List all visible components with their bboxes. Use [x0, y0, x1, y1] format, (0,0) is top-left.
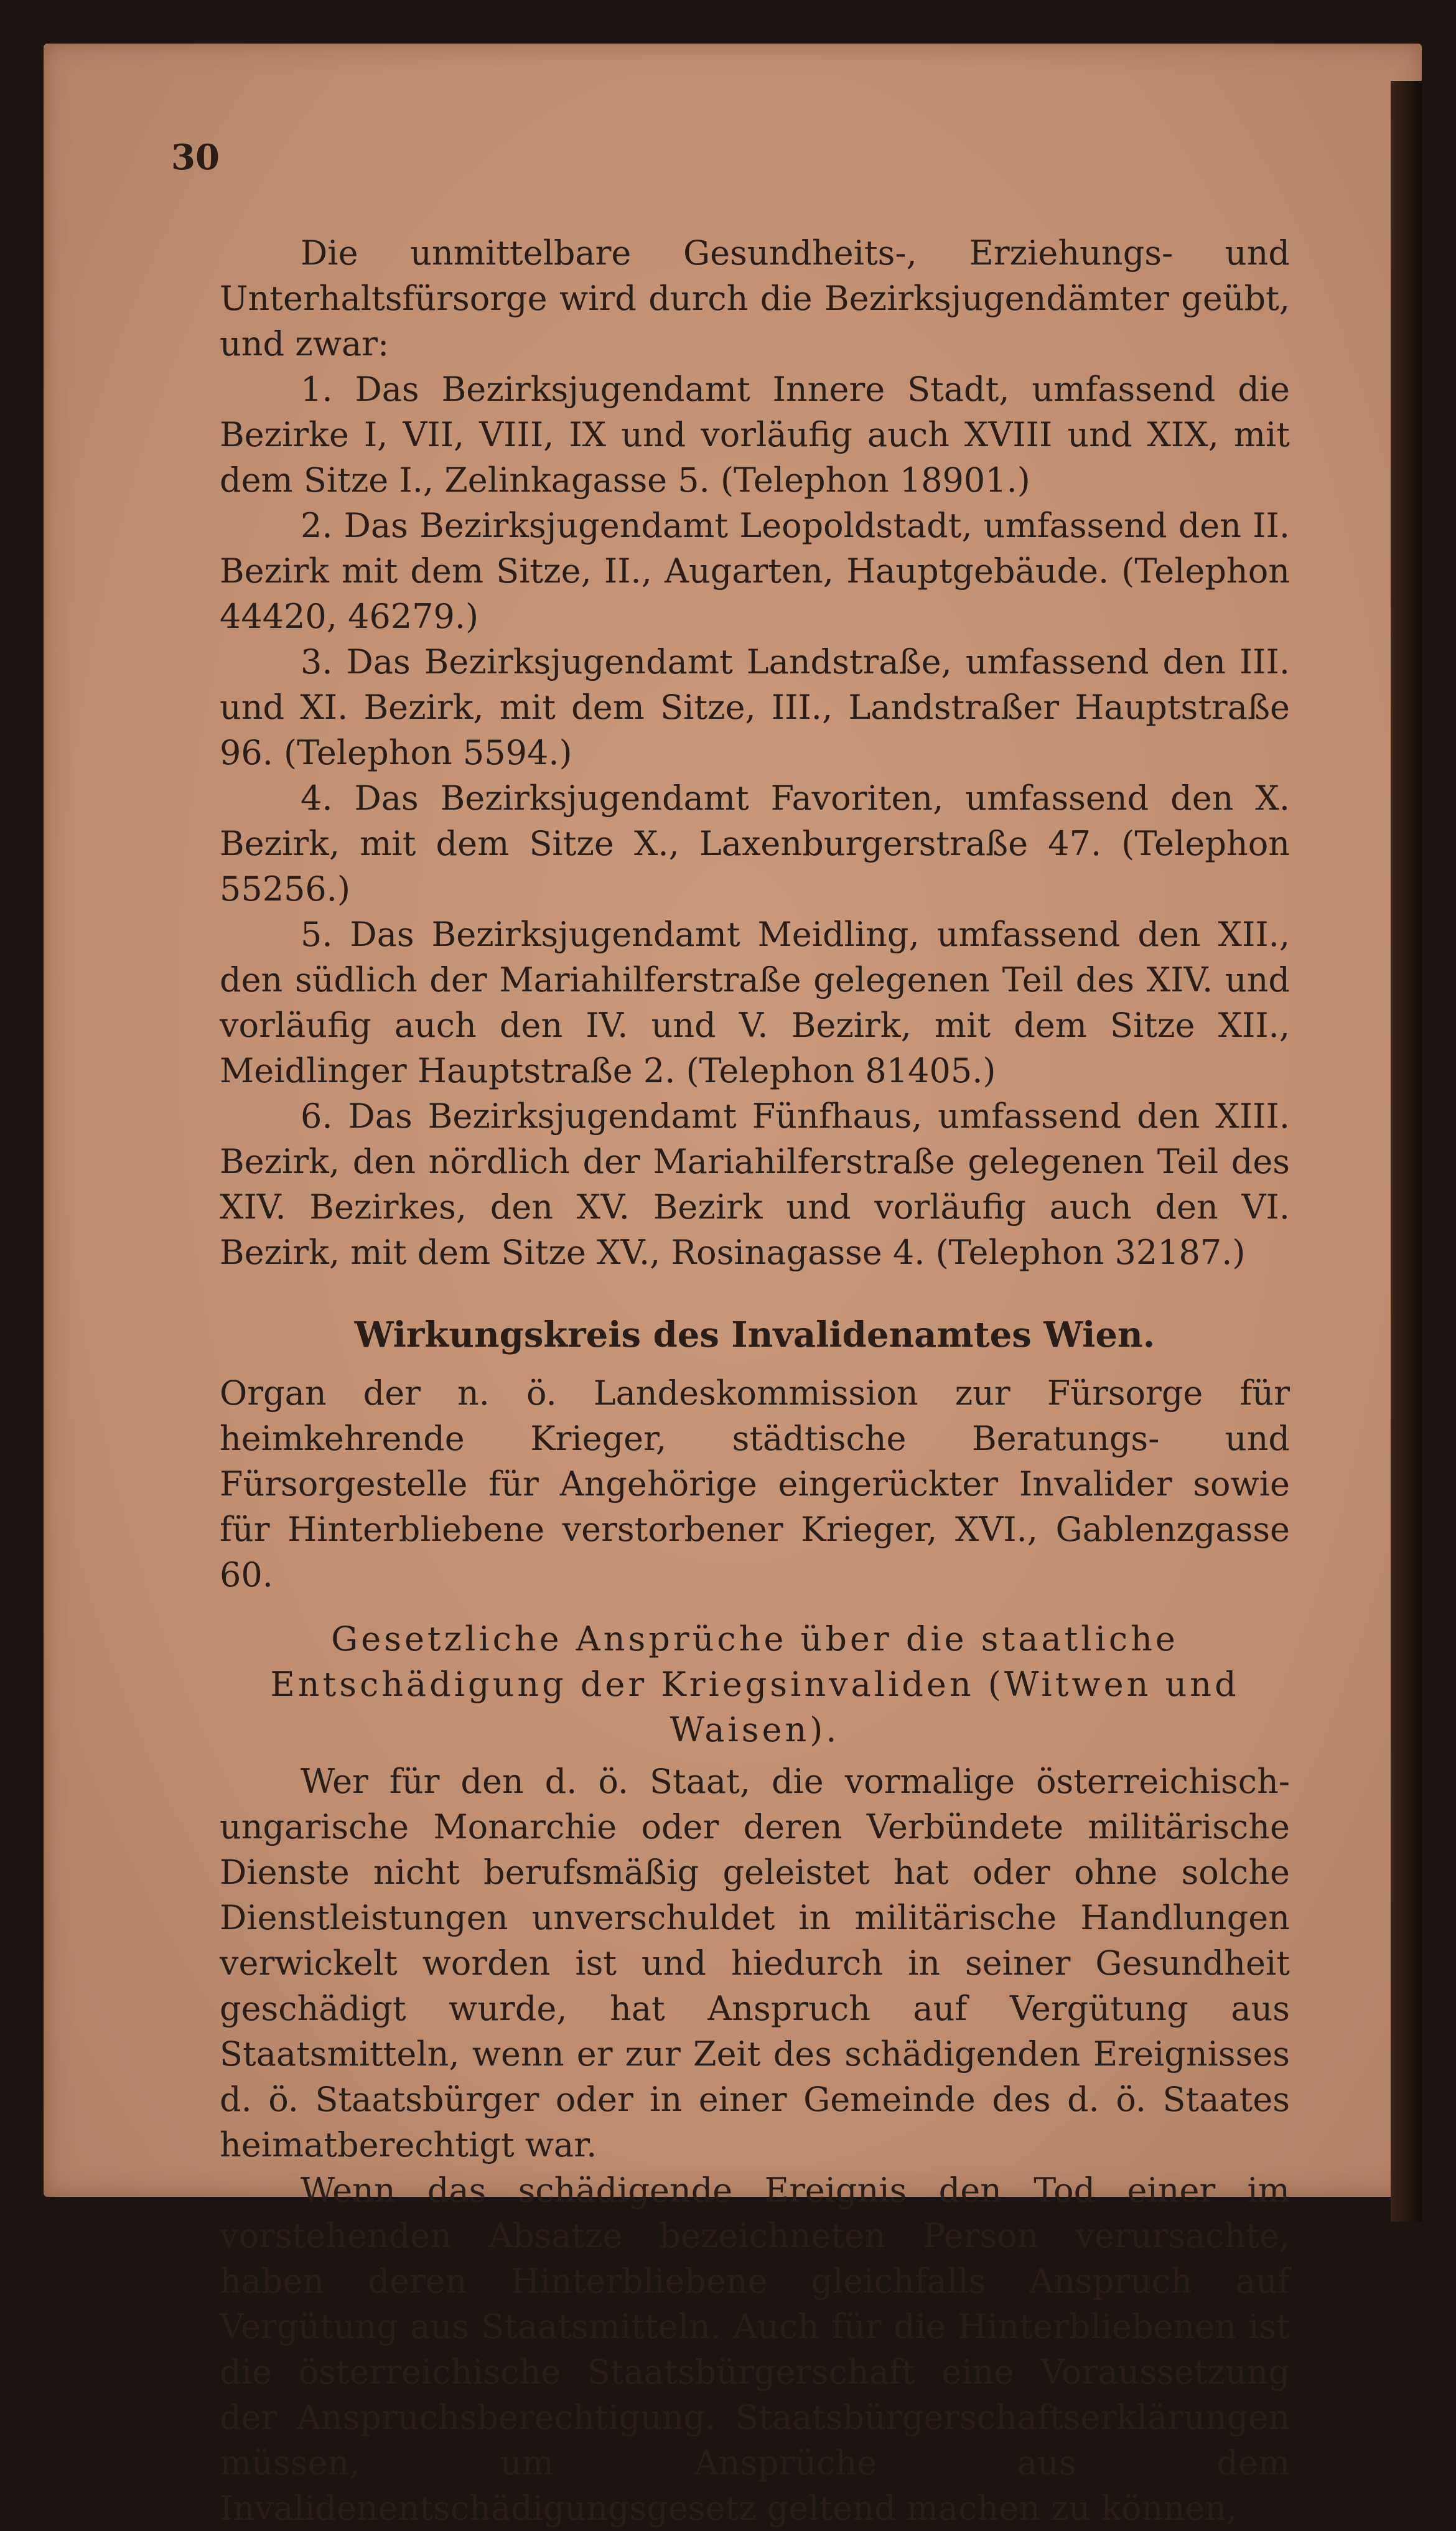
office-item-6: 6. Das Bezirksjugendamt Fünfhaus, umfassend den XIII. Bezirk, den nördlich der Mariahilferstraße gelegenen Teil des XIV. Bezirkes, den XV. Bezirk und vorläufig auch den VI. Bezirk, mit dem Sitze XV., Rosinagasse 4. (Telephon 32187.): [220, 1097, 1290, 1272]
office-item-5: 5. Das Bezirksjugendamt Meidling, umfassend den XII., den südlich der Mariahilferstraße gelegenen Teil des XIV. und vorläufig auch den IV. und V. Bezirk, mit dem Sitze XII., Meidlinger Hauptstraße 2. (Telephon 81405.): [220, 915, 1290, 1090]
page-content: [220, 230, 1290, 2531]
book-spine: [1391, 81, 1422, 2222]
office-item-3: 3. Das Bezirksjugendamt Landstraße, umfassend den III. und XI. Bezirk, mit dem Sitze, III., Landstraßer Hauptstraße 96. (Telephon 5594.): [220, 642, 1290, 772]
office-item-1: 1. Das Bezirksjugendamt Innere Stadt, umfassend die Bezirke I, VII, VIII, IX und vorläufig auch XVIII und XIX, mit dem Sitze I., Zelinkagasse 5. (Telephon 18901.): [220, 370, 1290, 500]
body-paragraph-2: Wenn das schädigende Ereignis den Tod einer im vorstehenden Absatze bezeichneten Person verursachte, haben deren Hinterbliebene gleichfalls Anspruch auf Vergütung aus Staatsmitteln. Auch für die Hinterbliebenen ist die österreichische Staatsbürgerschaft eine Voraussetzung der Anspruchsberechtigung. Staatsbürgerschaftserklärungen müssen, um Ansprüche aus dem Invalidenentschädigungsgesetz geltend machen zu können,: [220, 2171, 1290, 2528]
book-page: [44, 44, 1422, 2528]
body-paragraph-1: Wer für den d. ö. Staat, die vormalige österreichisch-ungarische Monarchie oder deren Verbündete militärische Dienste nicht berufsmäßig geleistet hat oder ohne solche Dienstleistungen unverschuldet in militärische Handlungen verwickelt worden ist und hiedurch in seiner Gesundheit geschädigt wurde, hat Anspruch auf Vergütung aus Staatsmitteln, wenn er zur Zeit des schädigenden Ereignisses d. ö. Staatsbürger oder in einer Gemeinde des d. ö. Staates heimatberechtigt war.: [220, 1762, 1290, 2164]
section-heading: Wirkungskreis des Invalidenamtes Wien.: [354, 1314, 1155, 1355]
office-item-4: 4. Das Bezirksjugendamt Favoriten, umfassend den X. Bezirk, mit dem Sitze X., Laxenburgerstraße 47. (Telephon 55256.): [220, 779, 1290, 909]
intro-paragraph: Die unmittelbare Gesundheits-, Erziehungs- und Unterhaltsfürsorge wird durch die Bezirksjugendämter geübt, und zwar:: [220, 233, 1290, 363]
section-text: Organ der n. ö. Landeskommission zur Fürsorge für heimkehrende Krieger, städtische Beratungs- und Fürsorgestelle für Angehörige eingerückter Invalider sowie für Hinterbliebene verstorbener Krieger, XVI., Gablenzgasse 60.: [220, 1373, 1290, 1594]
page-number: 30: [171, 137, 220, 178]
office-item-2: 2. Das Bezirksjugendamt Leopoldstadt, umfassend den II. Bezirk mit dem Sitze, II., Augarten, Hauptgebäude. (Telephon 44420, 46279.): [220, 506, 1290, 636]
subheading: Gesetzliche Ansprüche über die staatliche Entschädigung der Kriegsinvaliden (Witwen und Waisen).: [270, 1619, 1239, 1749]
